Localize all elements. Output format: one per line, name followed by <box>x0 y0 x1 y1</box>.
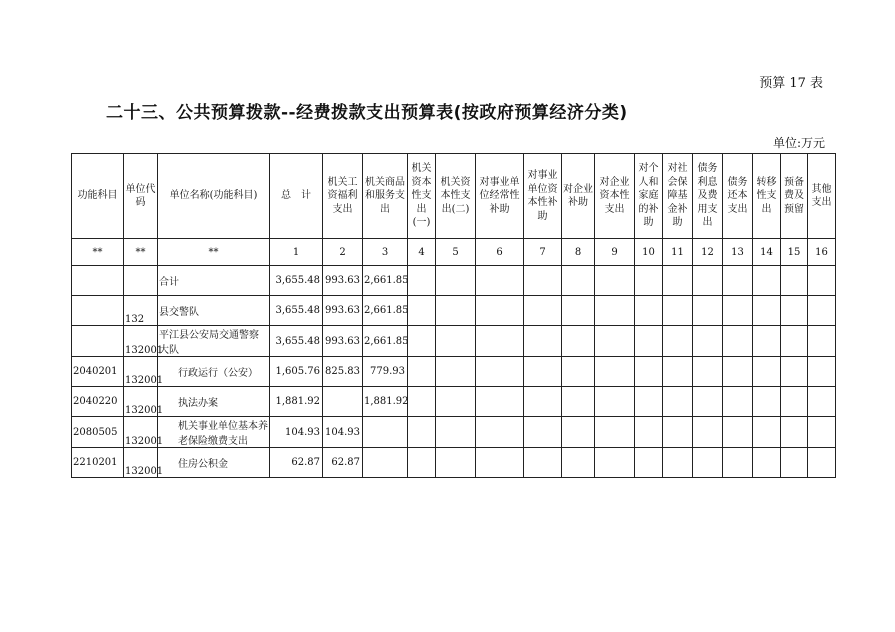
column-header: 机关工资福利支出 <box>323 154 363 239</box>
column-index-cell: 12 <box>693 239 723 266</box>
amount-cell <box>408 357 436 387</box>
amount-cell <box>562 417 595 448</box>
column-header: 预备费及预留 <box>781 154 808 239</box>
column-index-row <box>72 239 836 266</box>
amount-cell <box>693 326 723 357</box>
amount-cell: 104.93 <box>270 417 323 448</box>
amount-cell <box>663 387 693 417</box>
page-title: 二十三、公共预算拨款--经费拨款支出预算表(按政府预算经济分类) <box>106 103 628 123</box>
amount-cell: 779.93 <box>363 357 408 387</box>
amount-cell <box>524 448 562 478</box>
amount-cell <box>524 266 562 296</box>
amount-cell <box>595 448 635 478</box>
column-header: 对个人和家庭的补助 <box>635 154 663 239</box>
unit-name-cell: 合计 <box>158 266 270 296</box>
amount-cell <box>753 417 781 448</box>
column-index-cell: 13 <box>723 239 753 266</box>
unit-code-cell: 132 <box>124 296 158 326</box>
amount-cell <box>808 448 836 478</box>
amount-cell <box>436 357 476 387</box>
column-header: 单位代码 <box>124 154 158 239</box>
table-row <box>72 387 836 417</box>
unit-code-cell <box>124 266 158 296</box>
amount-cell <box>781 266 808 296</box>
column-header: 单位名称(功能科目) <box>158 154 270 239</box>
amount-cell <box>476 417 524 448</box>
amount-cell <box>595 296 635 326</box>
amount-cell <box>723 387 753 417</box>
amount-cell <box>723 326 753 357</box>
column-index-cell: 4 <box>408 239 436 266</box>
unit-name-cell: 行政运行（公安） <box>158 357 270 387</box>
amount-cell <box>595 326 635 357</box>
amount-cell <box>808 326 836 357</box>
column-index-cell: 2 <box>323 239 363 266</box>
amount-cell <box>663 417 693 448</box>
amount-cell <box>524 326 562 357</box>
budget-table <box>71 153 836 478</box>
amount-cell <box>753 357 781 387</box>
amount-cell: 62.87 <box>270 448 323 478</box>
amount-cell <box>476 387 524 417</box>
amount-cell <box>663 296 693 326</box>
amount-cell <box>436 296 476 326</box>
table-row <box>72 357 836 387</box>
amount-cell: 1,881.92 <box>363 387 408 417</box>
amount-cell <box>408 448 436 478</box>
amount-cell: 2,661.85 <box>363 266 408 296</box>
amount-cell: 993.63 <box>323 296 363 326</box>
column-index-cell: 1 <box>270 239 323 266</box>
amount-cell <box>408 326 436 357</box>
amount-cell <box>663 448 693 478</box>
column-index-cell: 16 <box>808 239 836 266</box>
column-index-cell: 15 <box>781 239 808 266</box>
amount-cell <box>562 357 595 387</box>
amount-cell <box>723 266 753 296</box>
function-code-cell: 2080505 <box>72 417 124 448</box>
amount-cell <box>436 417 476 448</box>
amount-cell <box>723 417 753 448</box>
amount-cell <box>635 417 663 448</box>
amount-cell <box>635 296 663 326</box>
amount-cell <box>781 357 808 387</box>
amount-cell <box>781 326 808 357</box>
amount-cell <box>753 448 781 478</box>
table-row <box>72 448 836 478</box>
amount-cell <box>635 266 663 296</box>
column-index-cell: ** <box>124 239 158 266</box>
amount-cell: 1,881.92 <box>270 387 323 417</box>
unit-code-cell: 132001 <box>124 448 158 478</box>
amount-cell <box>562 448 595 478</box>
amount-cell: 104.93 <box>323 417 363 448</box>
amount-cell: 62.87 <box>323 448 363 478</box>
function-code-cell: 2040220 <box>72 387 124 417</box>
unit-code-cell: 132001 <box>124 387 158 417</box>
amount-cell <box>408 266 436 296</box>
table-number-tag: 预算 17 表 <box>759 76 823 91</box>
amount-cell <box>723 296 753 326</box>
amount-cell <box>436 387 476 417</box>
unit-code-cell: 132001 <box>124 326 158 357</box>
unit-code-cell: 132001 <box>124 357 158 387</box>
amount-cell <box>363 417 408 448</box>
column-header: 对事业单位资本性补助 <box>524 154 562 239</box>
column-header: 转移性支出 <box>753 154 781 239</box>
column-header: 其他支出 <box>808 154 836 239</box>
column-header: 功能科目 <box>72 154 124 239</box>
column-header: 对企业资本性支出 <box>595 154 635 239</box>
column-header: 对社会保障基金补助 <box>663 154 693 239</box>
table-row <box>72 266 836 296</box>
amount-cell <box>524 417 562 448</box>
table-row <box>72 296 836 326</box>
amount-cell <box>595 266 635 296</box>
amount-cell <box>436 448 476 478</box>
unit-name-cell: 平江县公安局交通警察大队 <box>158 326 270 357</box>
amount-cell <box>723 357 753 387</box>
column-header: 债务还本支出 <box>723 154 753 239</box>
amount-cell: 3,655.48 <box>270 266 323 296</box>
column-index-cell: 6 <box>476 239 524 266</box>
unit-label: 单位:万元 <box>772 136 825 150</box>
column-header: 对事业单位经常性补助 <box>476 154 524 239</box>
amount-cell <box>808 417 836 448</box>
amount-cell <box>524 387 562 417</box>
column-index-cell: 9 <box>595 239 635 266</box>
amount-cell <box>363 448 408 478</box>
amount-cell <box>693 387 723 417</box>
amount-cell: 993.63 <box>323 326 363 357</box>
amount-cell <box>753 296 781 326</box>
amount-cell: 3,655.48 <box>270 326 323 357</box>
amount-cell <box>436 326 476 357</box>
amount-cell <box>781 417 808 448</box>
amount-cell <box>693 357 723 387</box>
amount-cell <box>753 387 781 417</box>
amount-cell: 3,655.48 <box>270 296 323 326</box>
amount-cell: 993.63 <box>323 266 363 296</box>
unit-code-cell: 132001 <box>124 417 158 448</box>
unit-name-cell: 住房公积金 <box>158 448 270 478</box>
amount-cell <box>436 266 476 296</box>
function-code-cell <box>72 296 124 326</box>
amount-cell <box>808 266 836 296</box>
amount-cell <box>663 266 693 296</box>
amount-cell <box>476 266 524 296</box>
amount-cell <box>693 296 723 326</box>
amount-cell <box>408 296 436 326</box>
amount-cell <box>635 387 663 417</box>
amount-cell <box>753 266 781 296</box>
amount-cell <box>595 387 635 417</box>
amount-cell <box>595 417 635 448</box>
amount-cell <box>524 296 562 326</box>
amount-cell: 2,661.85 <box>363 296 408 326</box>
header-row <box>72 154 836 239</box>
amount-cell <box>753 326 781 357</box>
column-index-cell: 7 <box>524 239 562 266</box>
unit-name-cell: 执法办案 <box>158 387 270 417</box>
function-code-cell <box>72 266 124 296</box>
amount-cell <box>476 448 524 478</box>
column-index-cell: 14 <box>753 239 781 266</box>
amount-cell <box>595 357 635 387</box>
table-row <box>72 326 836 357</box>
amount-cell <box>693 266 723 296</box>
amount-cell <box>781 296 808 326</box>
amount-cell <box>562 296 595 326</box>
amount-cell <box>408 417 436 448</box>
amount-cell <box>408 387 436 417</box>
amount-cell <box>562 266 595 296</box>
column-header: 机关资本性支出(二) <box>436 154 476 239</box>
amount-cell <box>663 357 693 387</box>
amount-cell <box>524 357 562 387</box>
amount-cell <box>476 296 524 326</box>
amount-cell <box>476 357 524 387</box>
column-header: 债务利息及费用支出 <box>693 154 723 239</box>
amount-cell: 2,661.85 <box>363 326 408 357</box>
amount-cell: 825.83 <box>323 357 363 387</box>
amount-cell <box>635 448 663 478</box>
amount-cell <box>781 387 808 417</box>
column-index-cell: 5 <box>436 239 476 266</box>
column-index-cell: 11 <box>663 239 693 266</box>
column-header: 机关资本性支出(一) <box>408 154 436 239</box>
function-code-cell: 2040201 <box>72 357 124 387</box>
column-index-cell: 8 <box>562 239 595 266</box>
unit-name-cell: 县交警队 <box>158 296 270 326</box>
amount-cell <box>781 448 808 478</box>
function-code-cell <box>72 326 124 357</box>
column-index-cell: ** <box>72 239 124 266</box>
amount-cell <box>663 326 693 357</box>
amount-cell: 1,605.76 <box>270 357 323 387</box>
column-index-cell: ** <box>158 239 270 266</box>
amount-cell <box>562 326 595 357</box>
amount-cell <box>476 326 524 357</box>
function-code-cell: 2210201 <box>72 448 124 478</box>
amount-cell <box>635 326 663 357</box>
amount-cell <box>808 387 836 417</box>
amount-cell <box>323 387 363 417</box>
column-index-cell: 3 <box>363 239 408 266</box>
amount-cell <box>693 417 723 448</box>
table-row <box>72 417 836 448</box>
amount-cell <box>693 448 723 478</box>
column-header: 总 计 <box>270 154 323 239</box>
amount-cell <box>562 387 595 417</box>
amount-cell <box>808 357 836 387</box>
column-header: 机关商品和服务支出 <box>363 154 408 239</box>
column-header: 对企业补助 <box>562 154 595 239</box>
amount-cell <box>723 448 753 478</box>
amount-cell <box>635 357 663 387</box>
amount-cell <box>808 296 836 326</box>
column-index-cell: 10 <box>635 239 663 266</box>
unit-name-cell: 机关事业单位基本养老保险缴费支出 <box>158 417 270 448</box>
